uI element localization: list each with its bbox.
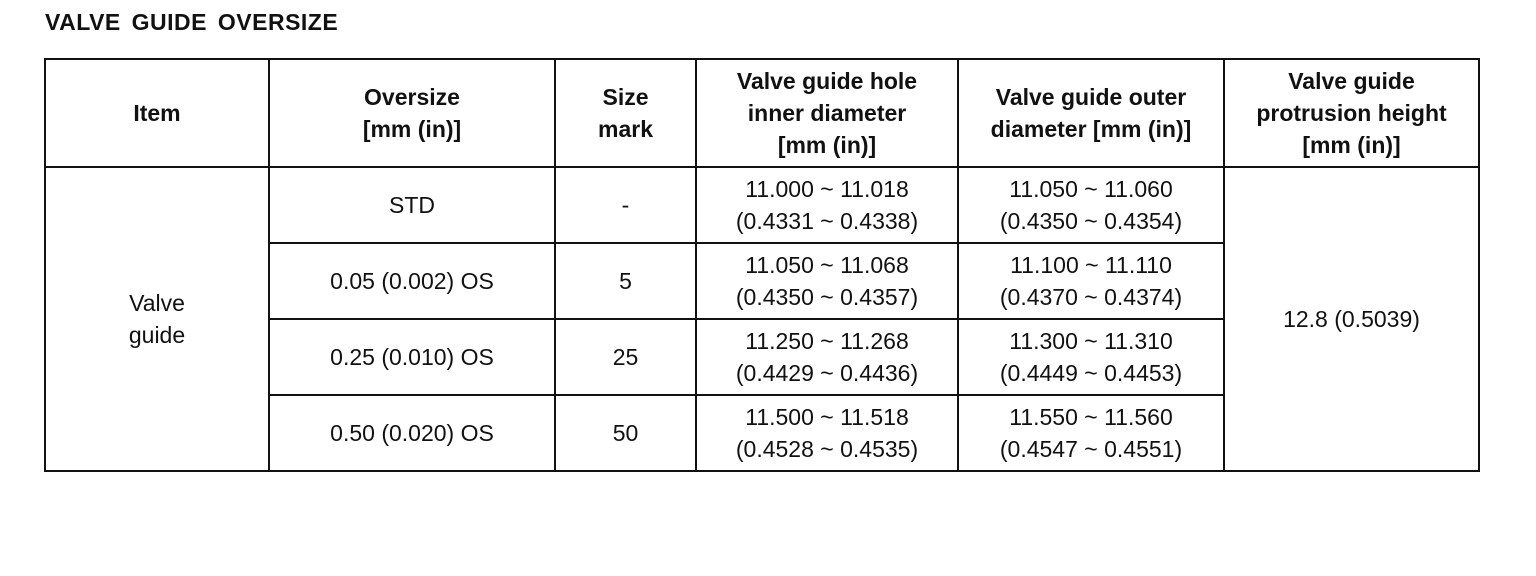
inner-diameter-cell [696, 167, 958, 243]
item-label-line: guide [128, 322, 186, 348]
header-protrusion-line: Valve guide [1288, 68, 1415, 94]
header-oversize-line: [mm (in)] [362, 116, 462, 142]
inner-mm: 11.500 ~ 11.518 [745, 404, 909, 430]
outer-mm: 11.550 ~ 11.560 [1009, 404, 1173, 430]
header-inner-diameter-line: Valve guide hole [736, 68, 918, 94]
header-protrusion-line: [mm (in)] [1302, 132, 1401, 158]
page-title: VALVE GUIDE OVERSIZE [45, 9, 339, 35]
outer-in: (0.4370 ~ 0.4374) [999, 284, 1183, 310]
inner-mm: 11.250 ~ 11.268 [745, 328, 909, 354]
outer-mm: 11.300 ~ 11.310 [1009, 328, 1173, 354]
header-item-label: Item [133, 100, 181, 126]
inner-diameter-cell [696, 243, 958, 319]
inner-mm: 11.050 ~ 11.068 [745, 252, 909, 278]
size-mark-cell: 50 [555, 395, 696, 471]
protrusion-cell: 12.8 (0.5039) [1224, 167, 1479, 471]
outer-mm: 11.050 ~ 11.060 [1009, 176, 1173, 202]
table-row [45, 167, 1479, 243]
outer-diameter-cell [958, 395, 1224, 471]
size-mark-cell: 5 [555, 243, 696, 319]
item-cell [45, 167, 269, 471]
header-oversize [269, 59, 555, 167]
size-mark-cell: 25 [555, 319, 696, 395]
outer-mm: 11.100 ~ 11.110 [1010, 252, 1172, 278]
header-size-mark-line: mark [598, 116, 653, 142]
inner-in: (0.4528 ~ 0.4535) [735, 436, 919, 462]
header-protrusion-line: protrusion height [1256, 100, 1447, 126]
item-label-line: Valve [129, 290, 185, 316]
oversize-cell: 0.50 (0.020) OS [269, 395, 555, 471]
header-item [45, 59, 269, 167]
header-inner-diameter [696, 59, 958, 167]
header-protrusion [1224, 59, 1479, 167]
header-outer-diameter-line: Valve guide outer [995, 84, 1187, 110]
header-row [45, 59, 1479, 167]
outer-diameter-cell [958, 243, 1224, 319]
inner-diameter-cell [696, 319, 958, 395]
header-inner-diameter-line: [mm (in)] [777, 132, 877, 158]
inner-mm: 11.000 ~ 11.018 [745, 176, 909, 202]
header-size-mark-line: Size [602, 84, 649, 110]
size-mark-cell: - [555, 167, 696, 243]
inner-in: (0.4429 ~ 0.4436) [735, 360, 919, 386]
inner-in: (0.4331 ~ 0.4338) [735, 208, 919, 234]
outer-in: (0.4449 ~ 0.4453) [999, 360, 1183, 386]
valve-guide-oversize-table [44, 58, 1480, 472]
inner-diameter-cell [696, 395, 958, 471]
header-inner-diameter-line: inner diameter [747, 100, 907, 126]
header-outer-diameter-line: diameter [mm (in)] [990, 116, 1192, 142]
outer-in: (0.4350 ~ 0.4354) [999, 208, 1183, 234]
oversize-cell: 0.05 (0.002) OS [269, 243, 555, 319]
oversize-cell: STD [269, 167, 555, 243]
oversize-cell: 0.25 (0.010) OS [269, 319, 555, 395]
outer-in: (0.4547 ~ 0.4551) [999, 436, 1183, 462]
outer-diameter-cell [958, 319, 1224, 395]
header-oversize-line: Oversize [364, 84, 460, 110]
header-size-mark [555, 59, 696, 167]
inner-in: (0.4350 ~ 0.4357) [735, 284, 919, 310]
outer-diameter-cell [958, 167, 1224, 243]
header-outer-diameter [958, 59, 1224, 167]
